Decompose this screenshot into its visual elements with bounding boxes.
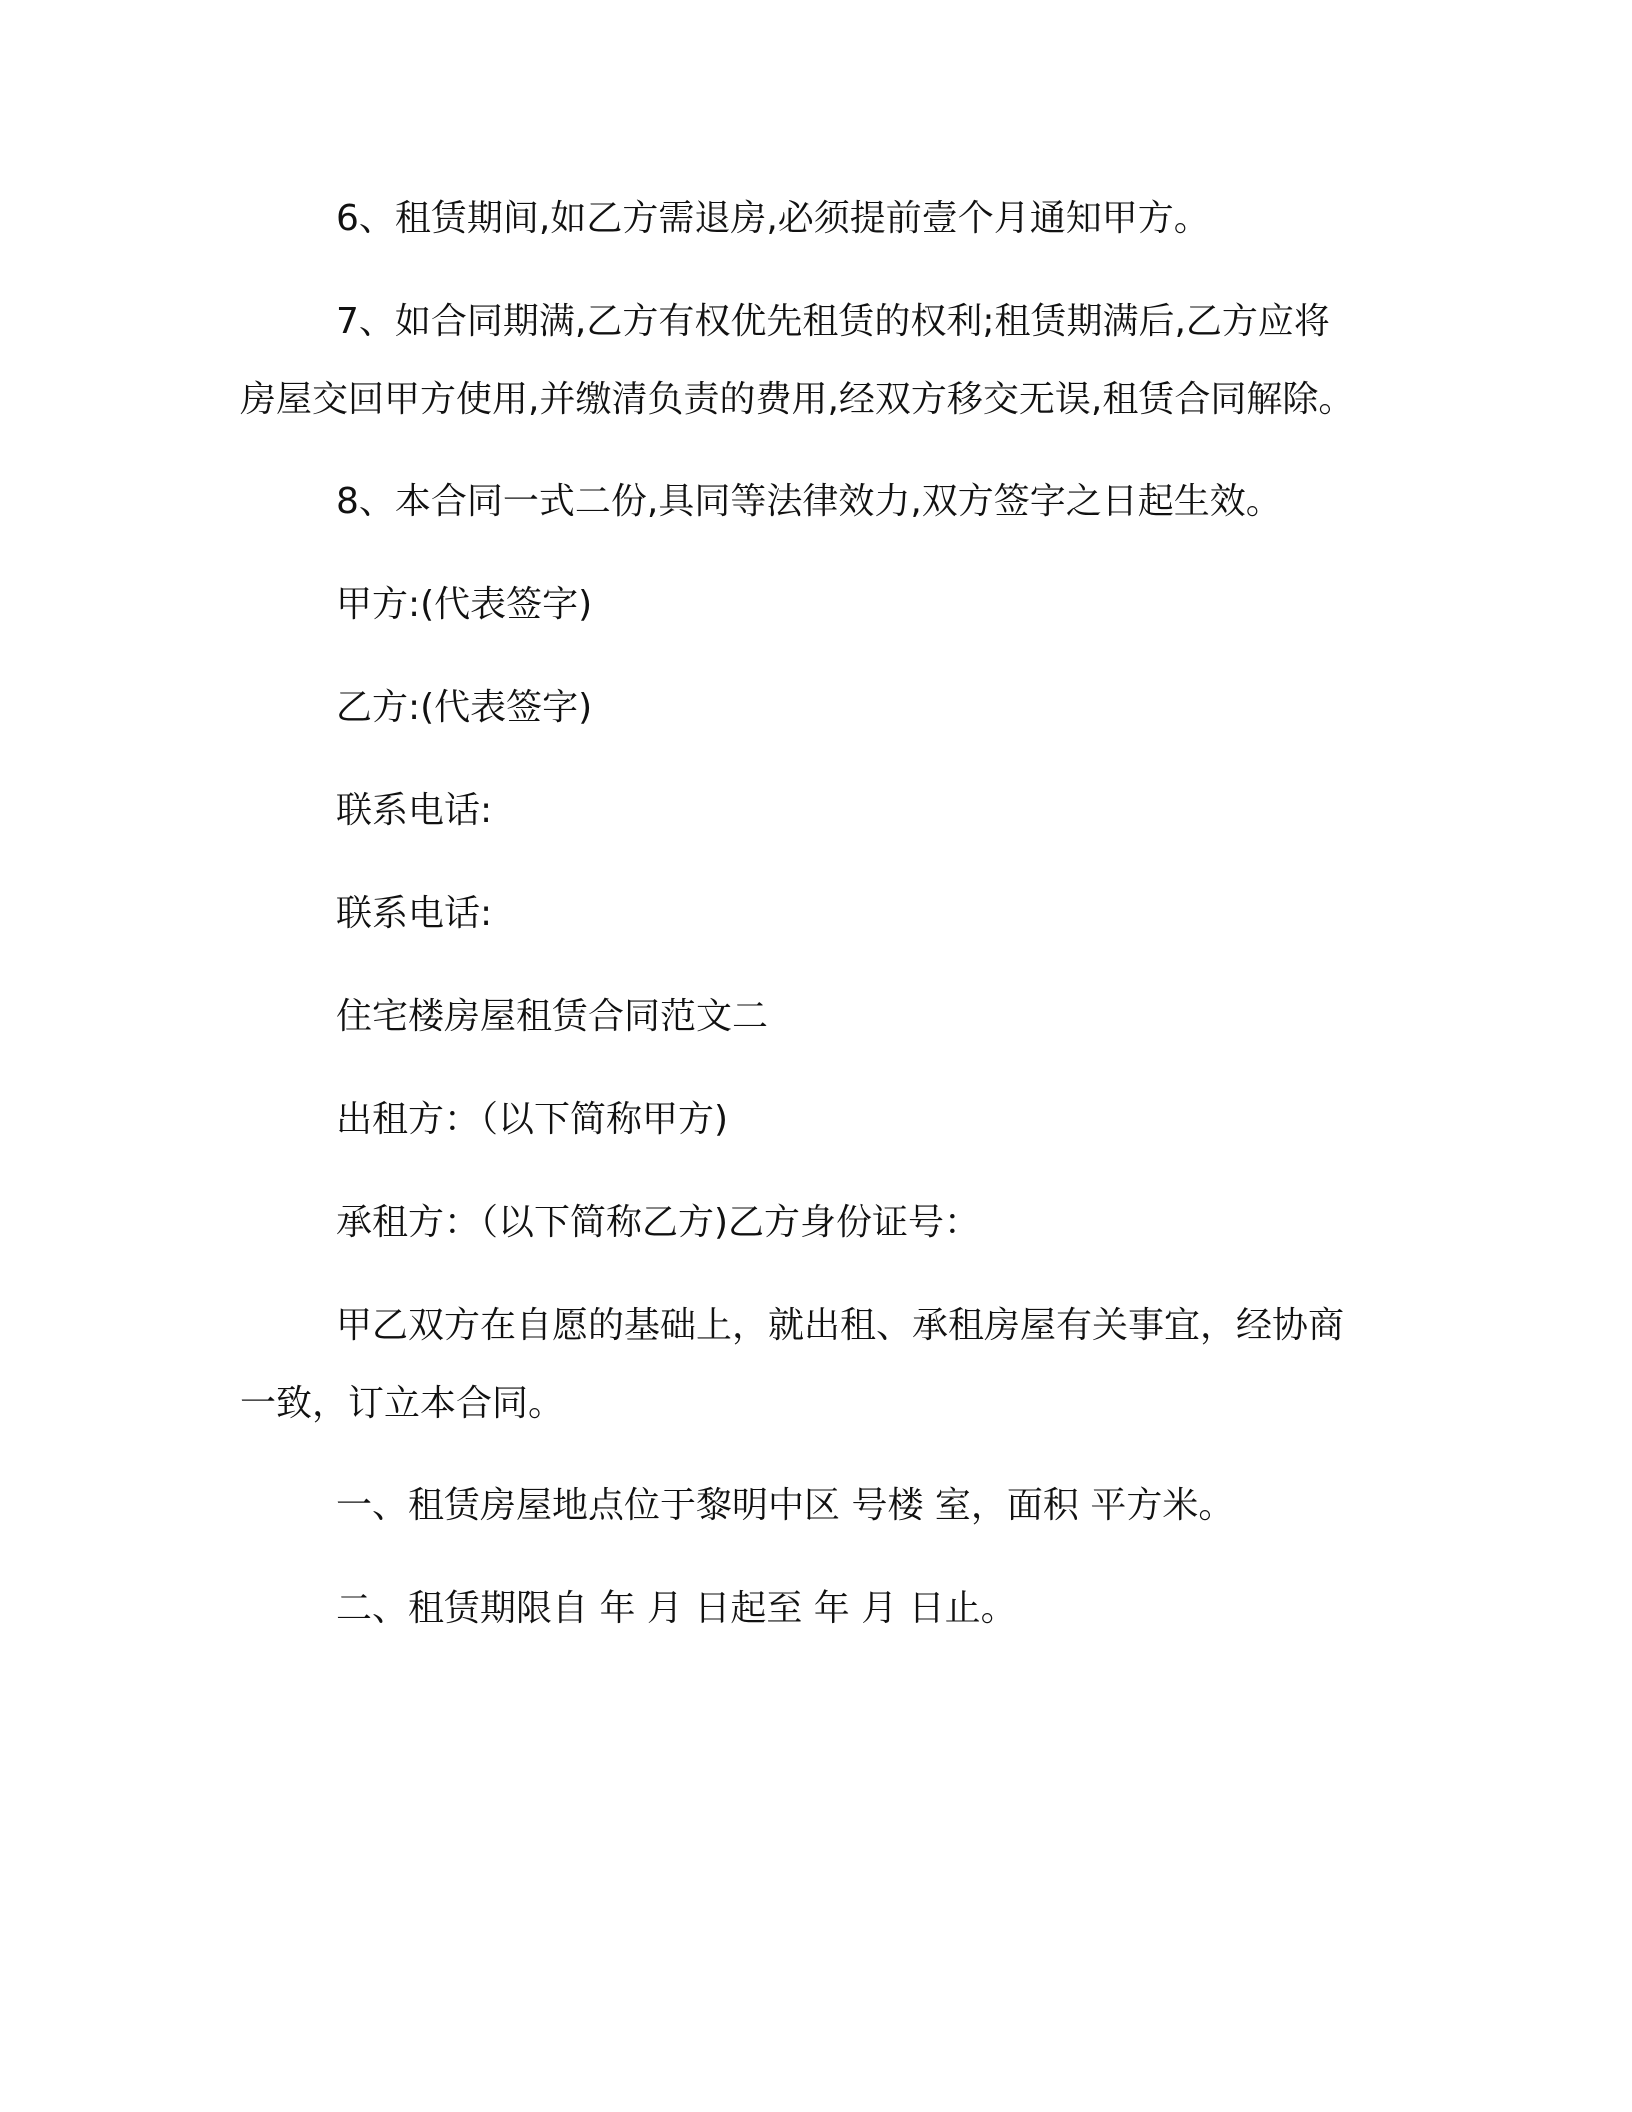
paragraph-line: 出租方：（以下简称甲方)	[336, 1099, 729, 1140]
paragraph-line: 甲乙双方在自愿的基础上，就出租、承租房屋有关事宜，经协商	[336, 1305, 1345, 1346]
party-b-signature	[240, 669, 1390, 747]
clause-1	[240, 1467, 1390, 1545]
clause-2	[240, 1570, 1390, 1648]
paragraph-line: 甲方:(代表签字)	[336, 584, 593, 625]
contact-phone-1	[240, 772, 1390, 850]
paragraph-line: 二、租赁期限自 年 月 日起至 年 月 日止。	[336, 1588, 1017, 1629]
paragraph-line: 乙方:(代表签字)	[336, 687, 593, 728]
contact-phone-2	[240, 875, 1390, 953]
paragraph-6	[240, 180, 1390, 258]
party-a-signature	[240, 566, 1390, 644]
paragraph-line: 8、本合同一式二份,具同等法律效力,双方签字之日起生效。	[336, 481, 1282, 522]
paragraph-line: 联系电话:	[336, 790, 493, 831]
paragraph-line: 联系电话:	[336, 893, 493, 934]
lessee-line	[240, 1184, 1390, 1262]
paragraph-line: 6、租赁期间,如乙方需退房,必须提前壹个月通知甲方。	[336, 198, 1210, 239]
paragraph-7	[240, 283, 1390, 439]
intro-paragraph	[240, 1287, 1390, 1443]
paragraph-line: 一、租赁房屋地点位于黎明中区 号楼 室，面积 平方米。	[336, 1485, 1235, 1526]
paragraph-line: 住宅楼房屋租赁合同范文二	[336, 996, 769, 1037]
paragraph-line: 一致，订立本合同。	[240, 1383, 565, 1424]
section-title-2	[240, 978, 1390, 1056]
paragraph-line: 7、如合同期满,乙方有权优先租赁的权利;租赁期满后,乙方应将	[336, 301, 1330, 342]
paragraph-line: 房屋交回甲方使用,并缴清负责的费用,经双方移交无误,租赁合同解除。	[240, 379, 1355, 420]
paragraph-8	[240, 463, 1390, 541]
lessor-line	[240, 1081, 1390, 1159]
paragraph-line: 承租方：（以下简称乙方)乙方身份证号：	[336, 1202, 981, 1243]
